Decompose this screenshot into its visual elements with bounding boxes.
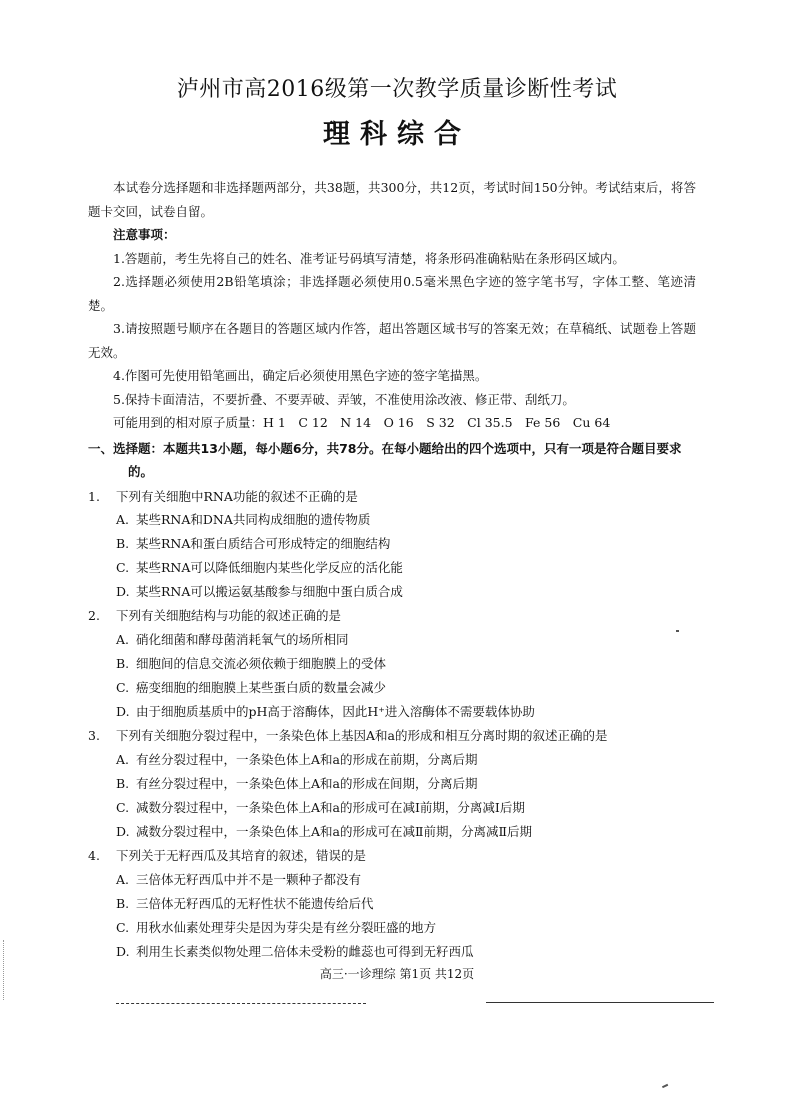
option-text: 三倍体无籽西瓜的无籽性状不能遗传给后代 xyxy=(136,896,374,912)
question-number: 3. xyxy=(88,728,100,744)
notice-item: 3.请按照题号顺序在各题目的答题区域内作答，超出答题区域书写的答案无效；在草稿纸、试题卷上答题无效。 xyxy=(88,321,696,360)
notice-item: 2.选择题必须使用2B铅笔填涂；非选择题必须使用0.5毫米黑色字迹的签字笔书写，字体工整、笔迹清楚。 xyxy=(88,274,696,313)
option-d xyxy=(88,700,696,724)
question-2 xyxy=(88,604,696,723)
exam-title: 泸州市高2016级第一次教学质量诊断性考试 xyxy=(176,77,618,102)
option-a xyxy=(88,868,696,892)
option-letter: C. xyxy=(116,679,130,695)
intro-paragraph: 本试卷分选择题和非选择题两部分，共38题，共300分，共12页，考试时间150分钟。考试结束后，将答题卡交回，试卷自留。 xyxy=(88,180,696,219)
option-text: 利用生长素类似物处理二倍体未受粉的雌蕊也可得到无籽西瓜 xyxy=(136,943,474,959)
option-text: 某些RNA可以降低细胞内某些化学反应的活化能 xyxy=(136,559,403,575)
question-number: 4. xyxy=(88,848,100,864)
question-text: 下列有关细胞结构与功能的叙述正确的是 xyxy=(116,608,342,624)
option-letter: A. xyxy=(116,872,130,888)
option-d xyxy=(88,820,696,844)
option-text: 硝化细菌和酵母菌消耗氧气的场所相同 xyxy=(136,632,349,648)
option-b xyxy=(88,532,696,556)
atomic-masses: 可能用到的相对原子质量：H 1 C 12 N 14 O 16 S 32 Cl 35.5 Fe 56 Cu 64 xyxy=(113,415,611,430)
option-text: 某些RNA和蛋白质结合可形成特定的细胞结构 xyxy=(136,536,391,552)
scan-speck xyxy=(676,630,679,632)
question-text: 下列有关细胞中RNA功能的叙述不正确的是 xyxy=(116,488,358,504)
option-a xyxy=(88,748,696,772)
option-b xyxy=(88,892,696,916)
question-number: 2. xyxy=(88,608,100,624)
option-text: 有丝分裂过程中，一条染色体上A和a的形成在间期，分离后期 xyxy=(136,776,478,792)
section-heading xyxy=(88,437,696,484)
section-label: 一、选择题：本题共13小题，每小题6分，共78分。在每小题给出的四个选项中，只有一项是符合题目要求的。 xyxy=(88,440,682,479)
option-letter: B. xyxy=(116,896,130,912)
option-text: 由于细胞质基质中的pH高于溶酶体，因此H⁺进入溶酶体不需要载体协助 xyxy=(136,703,535,719)
option-letter: C. xyxy=(116,919,130,935)
option-text: 某些RNA和DNA共同构成细胞的遗传物质 xyxy=(136,512,371,528)
question-text: 下列关于无籽西瓜及其培育的叙述，错误的是 xyxy=(116,848,367,864)
option-letter: B. xyxy=(116,656,130,672)
option-d xyxy=(88,940,696,964)
option-a xyxy=(88,508,696,532)
option-letter: A. xyxy=(116,752,130,768)
notice-item: 5.保持卡面清洁，不要折叠、不要弄破、弄皱，不准使用涂改液、修正带、刮纸刀。 xyxy=(113,391,575,407)
option-text: 细胞间的信息交流必须依赖于细胞膜上的受体 xyxy=(136,656,387,672)
notice-item: 1.答题前，考生先将自己的姓名、准考证号码填写清楚，将条形码准确粘贴在条形码区域内。 xyxy=(113,250,625,266)
option-letter: D. xyxy=(116,583,130,599)
question-stem xyxy=(88,724,696,748)
option-letter: A. xyxy=(116,632,130,648)
option-letter: C. xyxy=(116,799,130,815)
scan-speck xyxy=(662,1084,668,1088)
option-c xyxy=(88,676,696,700)
option-letter: A. xyxy=(116,512,130,528)
question-4 xyxy=(88,844,696,963)
page-footer: 高三·一诊理综 第1页 共12页 xyxy=(319,967,475,981)
option-text: 有丝分裂过程中，一条染色体上A和a的形成在前期，分离后期 xyxy=(136,752,478,768)
footer-rule-right xyxy=(486,1002,714,1003)
option-text: 三倍体无籽西瓜中并不是一颗种子都没有 xyxy=(136,872,362,888)
option-text: 用秋水仙素处理芽尖是因为芽尖是有丝分裂旺盛的地方 xyxy=(136,919,437,935)
question-text: 下列有关细胞分裂过程中，一条染色体上基因A和a的形成和相互分离时期的叙述正确的是 xyxy=(116,728,608,744)
question-number: 1. xyxy=(88,488,100,504)
option-b xyxy=(88,772,696,796)
footer-rule-left xyxy=(116,1003,366,1004)
notice-heading: 注意事项： xyxy=(113,227,176,242)
option-c xyxy=(88,556,696,580)
question-3 xyxy=(88,724,696,843)
option-text: 癌变细胞的细胞膜上某些蛋白质的数量会减少 xyxy=(136,679,387,695)
option-letter: D. xyxy=(116,823,130,839)
option-letter: B. xyxy=(116,776,130,792)
option-d xyxy=(88,580,696,604)
option-letter: B. xyxy=(116,536,130,552)
question-stem xyxy=(88,844,696,868)
option-letter: D. xyxy=(116,703,130,719)
option-letter: D. xyxy=(116,943,130,959)
exam-subject: 理科综合 xyxy=(323,119,471,150)
question-1 xyxy=(88,485,696,604)
option-c xyxy=(88,916,696,940)
question-stem xyxy=(88,604,696,628)
notice-item: 4.作图可先使用铅笔画出，确定后必须使用黑色字迹的签字笔描黑。 xyxy=(113,368,488,383)
option-letter: C. xyxy=(116,559,130,575)
exam-content xyxy=(88,176,696,963)
option-b xyxy=(88,652,696,676)
option-text: 减数分裂过程中，一条染色体上A和a的形成可在减Ⅰ前期，分离减Ⅰ后期 xyxy=(136,799,525,815)
question-stem xyxy=(88,485,696,509)
option-a xyxy=(88,628,696,652)
scan-edge-marks xyxy=(3,940,7,1000)
option-text: 某些RNA可以搬运氨基酸参与细胞中蛋白质合成 xyxy=(136,583,403,599)
option-text: 减数分裂过程中，一条染色体上A和a的形成可在减Ⅱ前期，分离减Ⅱ后期 xyxy=(136,823,532,839)
option-c xyxy=(88,796,696,820)
